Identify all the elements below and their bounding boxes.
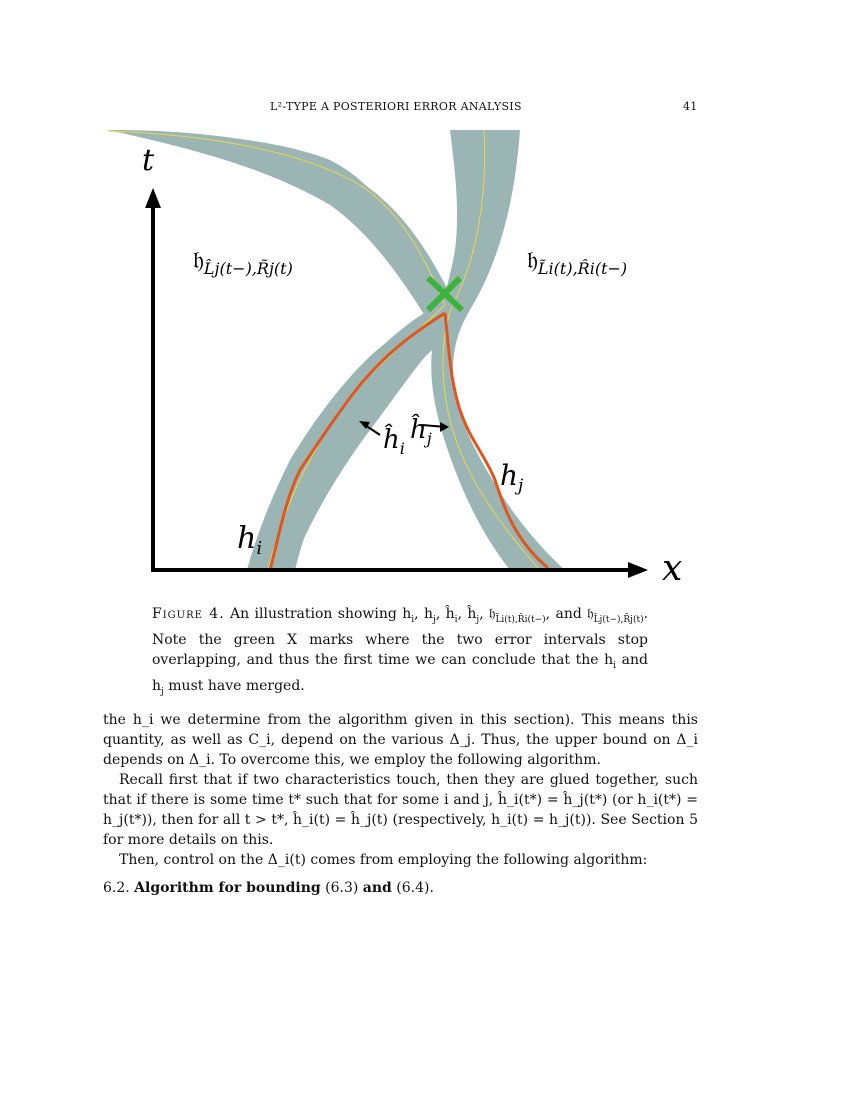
running-header [0, 100, 850, 118]
section-heading [103, 880, 434, 896]
label-h-j: $h_j$ [500, 459, 524, 496]
section-ref-1: (6.3) [325, 880, 359, 896]
label-hhat-j: $ĥ_j$ [410, 415, 432, 448]
body-text [103, 710, 698, 870]
paragraph-1: the h_i we determine from the algorithm given in this section). This means this quantity, as well as C_i, depend on the various Δ_j. Thus, the upper bound on Δ_i depends on Δ_i. To overcome this, we employ the following algorithm. [103, 712, 698, 768]
t-axis-arrow-icon [145, 188, 161, 208]
caption-label: Figure 4. [152, 606, 225, 622]
band-i-fill [108, 130, 460, 340]
region-label-left: 𝔥$_{L̂j(t-),R̃j(t)}$ [193, 246, 293, 278]
section-title: Algorithm for bounding [134, 880, 321, 896]
region-label-right: 𝔥$_{L̃i(t),R̂i(t-)}$ [527, 246, 628, 278]
label-h-i: $h_i$ [237, 521, 263, 559]
section-number: 6.2. [103, 880, 130, 896]
figure-caption: Figure 4. An illustration showing $h_i$, $h_j$, $ĥ_i$, $ĥ_j$, 𝔥$_{L̃i(t),R̂i(t-)}$, and 𝔥$_{L̂j(t-),R̃j(t)}$. Note the green X marks where the two error intervals stop overlapping, and thus the first time we can conclude that the $h_i$ and $h_j$ must have merged. [152, 606, 649, 697]
running-title: L²-TYPE A POSTERIORI ERROR ANALYSIS [270, 100, 522, 113]
x-axis-arrow-icon [628, 562, 648, 578]
section-ref-2: (6.4). [396, 880, 434, 896]
paragraph-2: Recall first that if two characteristics touch, then they are glued together, such that if there is some time t* such that for some i and j, ĥ_i(t*) = ĥ_j(t*) (or h_i(t*) = h_j(t*)), then for all t > t*, ĥ_i(t) = ĥ_j(t) (respectively, h_i(t) = h_j(t)). See Section 5 for more details on this. [103, 772, 698, 848]
paragraph-3: Then, control on the Δ_i(t) comes from employing the following algorithm: [119, 852, 648, 868]
label-hhat-i: $ĥ_i$ [383, 425, 405, 458]
figure-illustration [90, 125, 730, 595]
band-j [431, 130, 565, 570]
page-number: 41 [683, 100, 698, 113]
axis-t-label: t [142, 143, 155, 178]
axis-x-label: x [662, 548, 683, 589]
section-and: and [362, 880, 392, 896]
